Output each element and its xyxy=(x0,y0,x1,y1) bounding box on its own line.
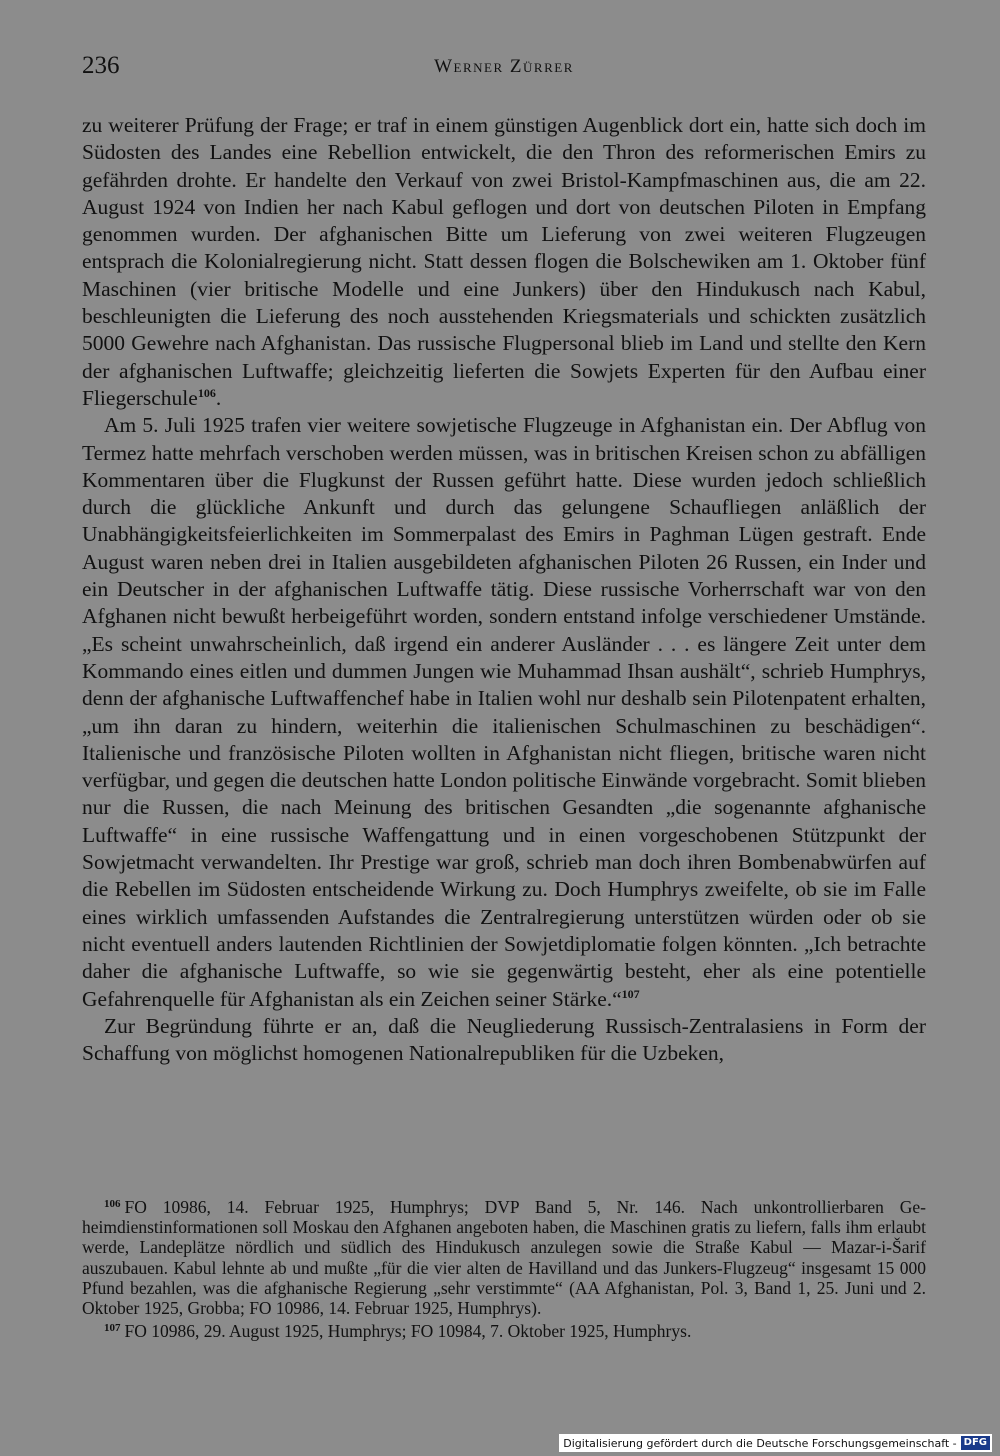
body-text xyxy=(82,112,926,1067)
funding-notice xyxy=(559,1434,992,1452)
footnotes xyxy=(82,1194,926,1341)
paragraph-2 xyxy=(82,412,926,1013)
footnote-ref-107: 107 xyxy=(621,986,640,1001)
paragraph-2-text: Am 5. Juli 1925 trafen vier weitere sowjetische Flugzeuge in Afghanistan ein. Der Abflug von Termez hatte mehrfach verschoben werden müssen, was in britischen Kreisen schon zu abfälligen Kommentaren über die Flugkunst der Russen geführt hatte. Diese wurden jedoch schließlich durch die glückliche Ankunft und durch das gelungene Schaufliegen anläßlich der Unabhängigkeitsfeierlichkeiten im Sommerpalast des Emirs in Paghman Lügen gestraft. Ende August waren neben drei in Italien ausgebildeten afghanischen Piloten 26 Russen, ein Inder und ein Deutscher in der afghanischen Luftwaffe tätig. Diese russische Vorherrschaft war von den Afghanen nicht bewußt herbeigeführt worden, sondern entstand infolge verschiedener Umstände. „Es scheint unwahrscheinlich, daß irgend ein anderer Ausländer . . . es längere Zeit unter dem Kommando eines eitlen und dummen Jungen wie Muhammad Ihsan aushält“, schrieb Humphrys, denn der afghanische Luftwaffenchef habe in Italien wohl nur deshalb sein Pilotenpatent erhalten, „um ihn daran zu hindern, weiterhin die italienischen Schulmaschinen zu beschädigen“. Italienische und französische Piloten wollten in Afghanistan nicht fliegen, britische waren nicht verfügbar, und gegen die deutschen hatte London politische Einwände vorgebracht. Somit blieben nur die Russen, die nach Meinung des britischen Gesandten „die sogenannte afghanische Luftwaffe“ in eine russische Waffengattung und in einen vorgeschobenen Stützpunkt der Sowjetmacht verwandelten. Ihr Prestige war groß, schrieb man doch ihren Bombenabwürfen auf die Rebellen im Südosten entscheidende Wirkung zu. Doch Humphrys zweifelte, ob sie im Falle eines wirklich umfassenden Aufstandes die Zentralregierung unterstützen würden oder ob sie nicht eventuell anders lautenden Richtlinien der Sowjetdiplomatie folgen könnten. „Ich betrachte daher die afghanische Luftwaffe, so wie sie gegenwärtig besteht, eher als eine potentielle Gefahrenquelle für Afghanistan als ein Zeichen seiner Stärke.“ xyxy=(82,413,926,1011)
running-head-author: Werner Zürrer xyxy=(434,56,574,77)
footnote-106-text: FO 10986, 14. Februar 1925, Humphrys; DVP Band 5, Nr. 146. Nach unkontrollierbaren Geheimdienstinformationen soll Moskau den Afghanen angeboten haben, die Maschinen gratis zu liefern, falls ihm erlaubt werde, Landeplätze nördlich und südlich des Hindukusch anzulegen sowie die Straße Kabul — Mazar-i-Šarif auszubauen. Kabul lehnte ab und mußte „für die vier alten de Havilland und das Junkers-Flugzeug“ insgesamt 15 000 Pfund bezahlen, was die afghanische Regierung „sehr verstimmte“ (AA Afghanistan, Pol. 3, Band 1, 25. Juni und 2. Oktober 1925, Grobba; FO 10986, 14. Februar 1925, Humphrys). xyxy=(82,1197,926,1319)
footnote-106 xyxy=(82,1194,926,1318)
paragraph-3-text: Zur Begründung führte er an, daß die Neugliederung Russisch-Zentralasiens in Form der Schaffung von möglichst homogenen Nationalrepubliken für die Uzbeken, xyxy=(82,1013,926,1066)
page-number: 236 xyxy=(82,52,120,79)
paragraph-1 xyxy=(82,112,926,412)
footnote-106-mark: 106 xyxy=(104,1198,121,1210)
footnote-107-text: FO 10986, 29. August 1925, Humphrys; FO 10984, 7. Oktober 1925, Humphrys. xyxy=(124,1321,692,1342)
dfg-logo-icon: DFG xyxy=(961,1436,990,1450)
footnote-107 xyxy=(82,1318,926,1341)
footnote-107-mark: 107 xyxy=(104,1322,121,1335)
footnote-ref-106: 106 xyxy=(197,385,216,400)
paragraph-1-end: . xyxy=(215,385,222,410)
funding-text: Digitalisierung gefördert durch die Deutsche Forschungsgemeinschaft - xyxy=(563,1436,957,1450)
paragraph-1-text: zu weiterer Prüfung der Frage; er traf in einem günstigen Augenblick dort ein, hatte sich doch im Südosten des Landes eine Rebellion entwickelt, die den Thron des reformerischen Emirs zu gefährden drohte. Er handelte den Verkauf von zwei Bristol-Kampfmaschinen aus, die am 22. August 1924 von Indien her nach Kabul geflogen und dort von deutschen Piloten in Empfang genommen wurden. Der afghanischen Bitte um Lieferung von zwei weiteren Flugzeugen entsprach die Kolonialregierung nicht. Statt dessen flogen die Bolschewiken am 1. Oktober fünf Maschinen (vier britische Modelle und eine Junkers) über den Hindukusch nach Kabul, beschleunigten die Lieferung des noch ausstehenden Kriegsmaterials und schickten zusätzlich 5000 Gewehre nach Afghanistan. Das russische Flugpersonal blieb im Land und stellte den Kern der afghanischen Luftwaffe; gleichzeitig lieferten die Sowjets Experten für den Aufbau einer Fliegerschule xyxy=(82,113,926,410)
paragraph-3 xyxy=(82,1013,926,1068)
page-header xyxy=(82,52,926,86)
